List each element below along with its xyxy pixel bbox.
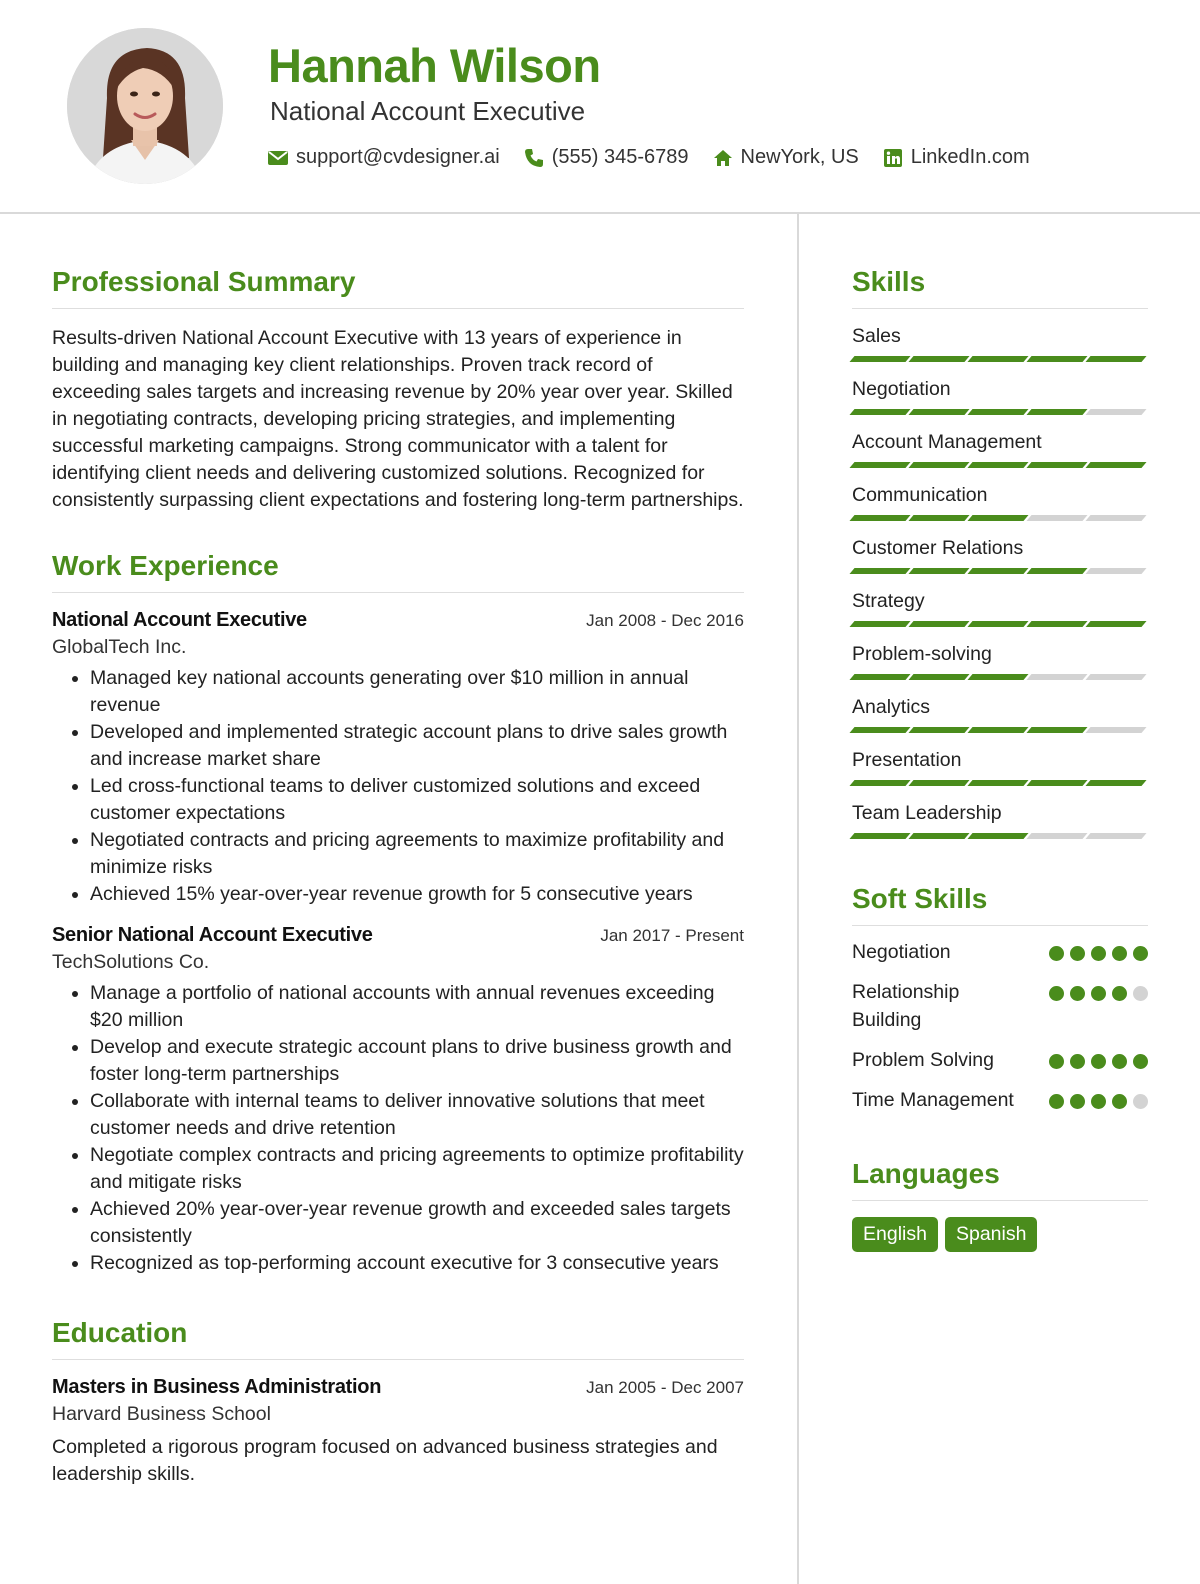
rating-dot (1049, 1054, 1064, 1069)
skill-item (852, 325, 1148, 362)
job-bullet: • Negotiated contracts and pricing agreements to maximize profitability and minimize risks (90, 827, 744, 881)
soft-skill-label: Relationship Building (852, 981, 960, 1031)
skill-level-segment (1026, 568, 1087, 574)
summary-text: Results-driven National Account Executive with 13 years of experience in building and managing key client relationships. Proven track record of exceeding sales targets and increasing revenue by 20% year over year. Skilled in negotiating contracts, developing pricing strategies, and implementing successful marketing campaigns. Strong communicator with a talent for identifying client needs and delivering customized solutions. Recognized for consistently surpassing client expectations and fostering long-term partnerships. (52, 327, 744, 511)
rating-dot (1133, 1054, 1148, 1069)
job-bullet: • Develop and execute strategic account plans to drive business growth and foster long-term partnerships (90, 1034, 744, 1088)
contact-location (713, 146, 859, 169)
skill-level-segment (1026, 674, 1087, 680)
rating-dot (1070, 1054, 1085, 1069)
skill-level-bar (852, 409, 1148, 415)
job-entry (52, 609, 744, 908)
rating-dot (1133, 986, 1148, 1001)
skills-section (852, 266, 1148, 839)
candidate-name: Hannah Wilson (268, 39, 601, 92)
contact-linkedin[interactable] (883, 146, 1030, 169)
skill-level-segment (1085, 356, 1146, 362)
skill-item (852, 643, 1148, 680)
soft-skill-rating (1043, 1054, 1148, 1069)
soft-skills-heading: Soft Skills (852, 883, 1148, 926)
job-dates: Jan 2017 - Present (600, 926, 744, 945)
job-header (52, 609, 744, 632)
degree-title: Masters in Business Administration (52, 1376, 382, 1398)
soft-skill-label: Problem Solving (852, 1049, 994, 1071)
skill-label: Negotiation (852, 378, 951, 400)
skill-level-segment (1085, 409, 1146, 415)
rating-dot (1133, 946, 1148, 961)
rating-dot (1049, 946, 1064, 961)
job-entry (52, 924, 744, 1277)
skill-label: Account Management (852, 431, 1042, 453)
skill-level-bar (852, 568, 1148, 574)
phone-icon (524, 148, 544, 168)
skill-level-segment (849, 621, 910, 627)
skill-level-segment (967, 515, 1028, 521)
experience-section (52, 550, 744, 1277)
skill-level-segment (1085, 833, 1146, 839)
skill-level-segment (1026, 833, 1087, 839)
skill-level-bar (852, 515, 1148, 521)
skills-list (852, 325, 1148, 839)
job-company: TechSolutions Co. (52, 951, 210, 973)
job-bullet: • Negotiate complex contracts and pricing agreements to optimize profitability and mitigate risks (90, 1142, 744, 1196)
education-heading: Education (52, 1317, 744, 1360)
contact-linkedin-text: LinkedIn.com (910, 146, 1030, 168)
skill-item (852, 802, 1148, 839)
skill-level-bar (852, 727, 1148, 733)
rating-dot (1070, 986, 1085, 1001)
contact-email-text: support@cvdesigner.ai (296, 146, 500, 168)
soft-skill-item (852, 1046, 1148, 1074)
job-header (52, 924, 744, 947)
language-badge: English (852, 1217, 938, 1252)
skill-level-segment (967, 409, 1028, 415)
sidebar-column (852, 266, 1148, 1252)
skill-label: Sales (852, 325, 901, 347)
skill-level-segment (1026, 515, 1087, 521)
soft-skill-item (852, 978, 1148, 1034)
experience-heading: Work Experience (52, 550, 744, 593)
skill-level-segment (967, 568, 1028, 574)
soft-skills-section (852, 883, 1148, 1114)
skill-level-segment (908, 780, 969, 786)
skill-level-segment (1026, 727, 1087, 733)
skill-level-segment (908, 515, 969, 521)
skill-level-segment (849, 462, 910, 468)
contact-phone-text: (555) 345-6789 (551, 146, 689, 168)
skill-label: Presentation (852, 749, 962, 771)
rating-dot (1112, 946, 1127, 961)
skill-label: Communication (852, 484, 988, 506)
skill-level-bar (852, 621, 1148, 627)
soft-skill-rating (1043, 1094, 1148, 1109)
rating-dot (1133, 1094, 1148, 1109)
summary-section (52, 266, 744, 514)
skill-item (852, 484, 1148, 521)
rating-dot (1112, 986, 1127, 1001)
languages-section (852, 1158, 1148, 1252)
rating-dot (1070, 946, 1085, 961)
summary-heading: Professional Summary (52, 266, 744, 309)
skill-label: Problem-solving (852, 643, 992, 665)
skill-level-bar (852, 833, 1148, 839)
language-badge: Spanish (945, 1217, 1037, 1252)
resume-header (0, 0, 1200, 214)
skill-level-segment (967, 621, 1028, 627)
candidate-title: National Account Executive (270, 96, 586, 126)
soft-skill-rating (1043, 946, 1148, 961)
job-title: Senior National Account Executive (52, 924, 373, 946)
soft-skill-label: Time Management (852, 1089, 1014, 1111)
soft-skill-item (852, 1086, 1148, 1114)
envelope-icon (268, 148, 288, 168)
skill-level-segment (849, 780, 910, 786)
skill-label: Customer Relations (852, 537, 1024, 559)
skill-level-segment (1026, 780, 1087, 786)
skill-level-segment (908, 674, 969, 680)
skill-level-segment (1085, 515, 1146, 521)
skill-level-segment (908, 356, 969, 362)
skill-label: Analytics (852, 696, 931, 718)
job-bullet: • Developed and implemented strategic account plans to drive sales growth and increase market share (90, 719, 744, 773)
skill-level-segment (1085, 462, 1146, 468)
skill-level-segment (849, 727, 910, 733)
soft-skill-label: Negotiation (852, 941, 951, 963)
skill-level-segment (908, 621, 969, 627)
column-divider (797, 214, 799, 1584)
rating-dot (1049, 1094, 1064, 1109)
contact-phone[interactable] (524, 146, 689, 169)
skill-level-segment (967, 674, 1028, 680)
soft-skills-list (852, 938, 1148, 1114)
job-dates: Jan 2008 - Dec 2016 (586, 611, 744, 630)
skill-item (852, 749, 1148, 786)
skill-level-segment (1085, 727, 1146, 733)
job-bullet: • Led cross-functional teams to deliver customized solutions and exceed customer expectations (90, 773, 744, 827)
skill-level-segment (967, 356, 1028, 362)
profile-photo (67, 28, 223, 184)
education-section (52, 1317, 744, 1488)
rating-dot (1112, 1054, 1127, 1069)
skill-level-segment (908, 462, 969, 468)
soft-skill-rating (1043, 986, 1148, 1001)
skill-level-segment (967, 727, 1028, 733)
education-description: Completed a rigorous program focused on advanced business strategies and leadership skills. (52, 1436, 718, 1485)
skill-level-segment (908, 833, 969, 839)
skill-level-segment (849, 409, 910, 415)
skill-level-segment (1085, 621, 1146, 627)
skill-level-segment (908, 409, 969, 415)
job-list (52, 609, 744, 1277)
contact-location-text: NewYork, US (740, 146, 859, 168)
skill-level-segment (849, 515, 910, 521)
school-name: Harvard Business School (52, 1403, 271, 1425)
skill-level-segment (849, 674, 910, 680)
skill-level-segment (849, 568, 910, 574)
skill-level-bar (852, 780, 1148, 786)
skill-level-segment (1085, 674, 1146, 680)
skill-level-segment (908, 568, 969, 574)
skill-item (852, 696, 1148, 733)
language-list (852, 1217, 1148, 1252)
main-column (52, 266, 744, 1488)
rating-dot (1091, 1054, 1106, 1069)
skill-item (852, 431, 1148, 468)
job-bullets (52, 980, 744, 1277)
job-bullet: • Achieved 15% year-over-year revenue growth for 5 consecutive years (90, 881, 744, 908)
job-bullet: • Collaborate with internal teams to deliver innovative solutions that meet customer needs and drive retention (90, 1088, 744, 1142)
skill-level-segment (967, 833, 1028, 839)
skill-item (852, 378, 1148, 415)
soft-skill-item (852, 938, 1148, 966)
skill-level-segment (1085, 780, 1146, 786)
contact-list (268, 146, 1054, 169)
skill-level-segment (1026, 356, 1087, 362)
linkedin-icon (883, 148, 903, 168)
job-bullet: • Recognized as top-performing account executive for 3 consecutive years (90, 1250, 744, 1277)
skill-level-segment (967, 462, 1028, 468)
skills-heading: Skills (852, 266, 1148, 309)
skill-level-segment (908, 727, 969, 733)
skill-level-segment (1026, 462, 1087, 468)
skill-label: Team Leadership (852, 802, 1002, 824)
contact-email[interactable] (268, 146, 500, 169)
job-bullet: • Manage a portfolio of national accounts with annual revenues exceeding $20 million (90, 980, 744, 1034)
education-entry (52, 1376, 744, 1488)
skill-level-segment (1026, 621, 1087, 627)
skill-level-bar (852, 356, 1148, 362)
languages-heading: Languages (852, 1158, 1148, 1201)
rating-dot (1091, 946, 1106, 961)
skill-level-segment (849, 833, 910, 839)
skill-level-segment (849, 356, 910, 362)
rating-dot (1091, 986, 1106, 1001)
skill-level-bar (852, 462, 1148, 468)
job-bullet: • Achieved 20% year-over-year revenue growth and exceeded sales targets consistently (90, 1196, 744, 1250)
skill-level-bar (852, 674, 1148, 680)
job-company: GlobalTech Inc. (52, 636, 187, 658)
skill-level-segment (967, 780, 1028, 786)
rating-dot (1112, 1094, 1127, 1109)
home-icon (713, 148, 733, 168)
skill-label: Strategy (852, 590, 925, 612)
job-title: National Account Executive (52, 609, 307, 631)
job-bullets (52, 665, 744, 908)
skill-item (852, 537, 1148, 574)
skill-level-segment (1026, 409, 1087, 415)
skill-level-segment (1085, 568, 1146, 574)
job-bullet: • Managed key national accounts generating over $10 million in annual revenue (90, 665, 744, 719)
rating-dot (1049, 986, 1064, 1001)
rating-dot (1091, 1094, 1106, 1109)
rating-dot (1070, 1094, 1085, 1109)
education-dates: Jan 2005 - Dec 2007 (586, 1378, 744, 1397)
skill-item (852, 590, 1148, 627)
